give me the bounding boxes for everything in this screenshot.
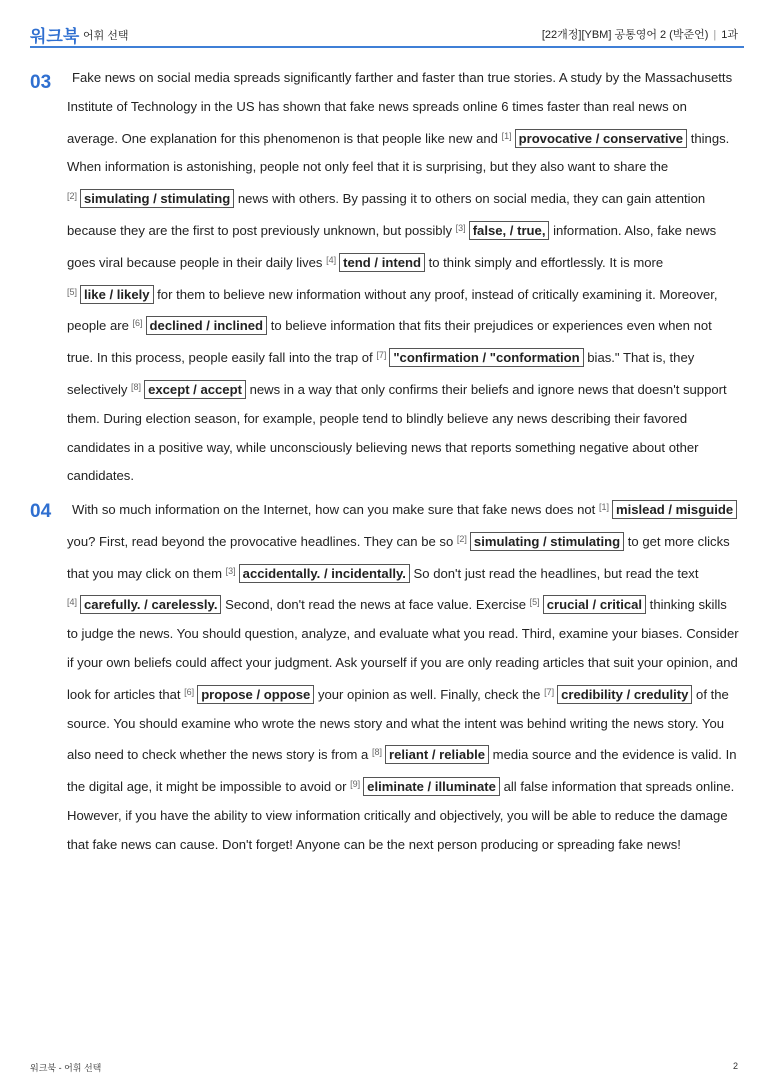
- passage-text: to get more clicks that you may click on them: [67, 533, 730, 581]
- choice-box-8[interactable]: reliant / reliable: [385, 745, 489, 764]
- choice-box-4[interactable]: carefully. / carelessly.: [80, 595, 221, 614]
- passage-text: bias." That is, they selectively: [67, 350, 695, 397]
- blank-3[interactable]: [456, 223, 550, 238]
- blank-4[interactable]: [67, 597, 221, 612]
- passage-text: things. When information is astonishing, people not only feel that it is surprising, but they also want to share the: [67, 130, 730, 175]
- passage-text: news in a way that only confirms their beliefs and ignore news that doesn't support them. During election season, for example, people tend to blindly believe any news describing their favored candidates in a positive way, while unconsciously believing news that reports something negative about other candidates.: [67, 381, 727, 484]
- page-number: 2: [732, 1061, 738, 1071]
- blank-1[interactable]: [599, 502, 612, 517]
- blank-number: [3]: [225, 565, 236, 576]
- footer-label: 워크북 - 어휘 선택: [30, 1063, 102, 1073]
- blank-6[interactable]: [184, 687, 314, 702]
- choice-box-1[interactable]: provocative / conservative: [515, 129, 687, 148]
- choice-box-4[interactable]: tend / intend: [339, 253, 425, 272]
- blank-number: [5]: [529, 597, 540, 608]
- question-passage: [67, 64, 740, 491]
- passage-text: media source and the evidence is valid. In the digital age, it might be impossible to avoid or: [67, 747, 737, 795]
- blank-7[interactable]: [376, 350, 583, 365]
- blank-number: [6]: [132, 318, 143, 329]
- passage-text: your opinion as well. Finally, check the: [314, 686, 545, 702]
- choice-box-1[interactable]: mislead / misguide: [612, 500, 737, 519]
- blank-number: [4]: [326, 254, 337, 265]
- question-passage: [67, 493, 740, 860]
- blank-number: [1]: [501, 130, 512, 141]
- blank-7[interactable]: [544, 687, 692, 702]
- choice-box-2[interactable]: simulating / stimulating: [470, 532, 624, 551]
- blank-2[interactable]: [67, 191, 234, 206]
- choice-box-3[interactable]: false, / true,: [469, 221, 550, 240]
- blank-number: [2]: [67, 191, 78, 202]
- blank-4[interactable]: [326, 255, 425, 270]
- blank-5[interactable]: [530, 597, 543, 612]
- blank-number: [4]: [67, 597, 78, 608]
- question-03: [30, 64, 740, 504]
- blank-number: [7]: [544, 686, 555, 697]
- choice-box-6[interactable]: propose / oppose: [197, 685, 314, 704]
- blank-number: [3]: [455, 222, 466, 233]
- choice-box-3[interactable]: accidentally. / incidentally.: [239, 564, 410, 583]
- passage-text: to believe information that fits their prejudices or experiences even when not true. In this process, people easily fall into the trap of: [67, 318, 712, 366]
- passage-text: all false information that spreads online. However, if you have the ability to view information critically and objectively, you will be able to reduce the damage that fake news can cause. Don't forget! Anyone can be the next person producing or spreading fake news!: [67, 779, 735, 852]
- blank-6[interactable]: [133, 318, 268, 333]
- blank-2[interactable]: [457, 534, 624, 549]
- passage-text: news with others. By passing it to others on social media, they can gain attention because they are the first to post previously unknown, but possibly: [67, 191, 706, 238]
- blank-number: [9]: [350, 779, 361, 790]
- passage-text: you? First, read beyond the provocative headlines. They can be so: [67, 533, 457, 549]
- choice-box-9[interactable]: eliminate / illuminate: [363, 777, 500, 796]
- choice-box-7[interactable]: credibility / credulity: [557, 685, 692, 704]
- passage-text: So don't just read the headlines, but read the text: [409, 565, 699, 581]
- page-header: [30, 0, 744, 48]
- lesson-label: 1과: [721, 29, 738, 41]
- choice-box-6[interactable]: declined / inclined: [146, 316, 268, 335]
- blank-8[interactable]: [131, 382, 246, 397]
- blank-8[interactable]: [372, 747, 489, 762]
- blank-3[interactable]: [226, 566, 410, 581]
- blank-number: [7]: [376, 350, 387, 361]
- separator: |: [713, 29, 717, 41]
- blank-5[interactable]: [67, 287, 154, 302]
- passage-text: Fake news on social media spreads significantly farther and faster than true stories. A study by the Massachusetts Institute of Technology in the US has shown that fake news spreads online 6 times faster than real news on average. One explanation for this phenomenon is that people like new and: [67, 70, 733, 146]
- passage-text: to think simply and effortlessly. It is more: [424, 254, 664, 270]
- choice-box-5[interactable]: crucial / critical: [543, 595, 646, 614]
- choice-box-5[interactable]: like / likely: [80, 285, 154, 304]
- passage-text: information. Also, fake news goes viral because people in their daily lives: [67, 222, 717, 270]
- choice-box-8[interactable]: except / accept: [144, 380, 246, 399]
- course-info: [542, 26, 738, 42]
- brand-subtitle: 어휘 선택: [83, 30, 129, 42]
- passage-text: With so much information on the Internet, how can you make sure that fake news does not: [72, 502, 599, 517]
- question-number: 04: [30, 501, 52, 522]
- blank-9[interactable]: [350, 779, 500, 794]
- passage-text: Second, don't read the news at face value. Exercise: [221, 597, 530, 613]
- question-04: [30, 493, 740, 873]
- choice-box-7[interactable]: "confirmation / "conformation: [389, 348, 583, 367]
- blank-number: [6]: [184, 686, 195, 697]
- blank-number: [2]: [456, 533, 467, 544]
- question-number: 03: [30, 72, 52, 93]
- blank-1[interactable]: [502, 131, 515, 146]
- blank-number: [1]: [598, 502, 609, 512]
- course-title: [22개정][YBM] 공통영어 2 (박준언): [541, 29, 709, 41]
- blank-number: [5]: [67, 286, 78, 297]
- passage-text: of the source. You should examine who wrote the news story and what the intent was behind writing the news story. You also need to check whether the news story is from a: [67, 686, 729, 763]
- brand-title: 워크북: [30, 27, 80, 46]
- blank-number: [8]: [131, 381, 142, 392]
- blank-number: [8]: [371, 747, 382, 758]
- passage-text: for them to believe new information without any proof, instead of critically examining it. Moreover, people are: [67, 286, 718, 334]
- passage-text: thinking skills to judge the news. You should question, analyze, and evaluate what you read. Third, examine your biases. Consider if your own beliefs could affect your judgment. Ask yourself if you are only reading articles that suit your opinion, and look for articles that: [67, 597, 739, 702]
- choice-box-2[interactable]: simulating / stimulating: [80, 189, 234, 208]
